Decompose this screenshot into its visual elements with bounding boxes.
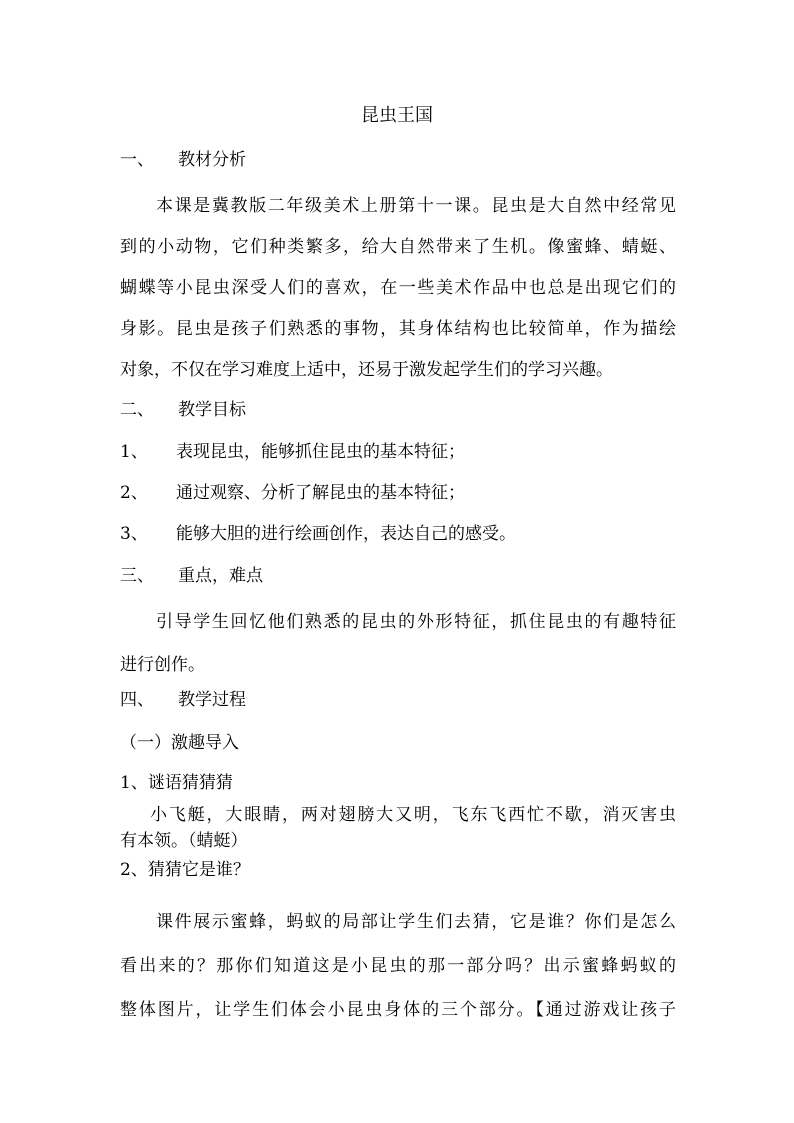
item-text: 通过观察、分析了解昆虫的基本特征； — [176, 483, 465, 503]
section-number: 一、 — [120, 150, 154, 170]
objective-item-2 — [120, 481, 680, 505]
paragraph-textbook-analysis — [120, 186, 676, 391]
section-heading-4 — [120, 688, 680, 712]
section-number: 四、 — [120, 690, 154, 710]
paragraph-riddle — [120, 802, 676, 854]
section-number: 二、 — [120, 400, 154, 420]
paragraph-key-points — [120, 601, 676, 687]
paragraph-line: 课件展示蜜蜂，蚂蚁的局部让学生们去猜，它是谁？你们是怎么 — [156, 912, 676, 932]
paragraph-line: 看出来的？那你们知道这是小昆虫的那一部分吗？出示蜜蜂蚂蚁的 — [120, 956, 676, 976]
item-text: 表现昆虫，能够抓住昆虫的基本特征； — [176, 442, 465, 462]
paragraph-line: 本课是冀教版二年级美术上册第十一课。昆虫是大自然中经常见 — [156, 196, 676, 216]
paragraph-line: 引导学生回忆他们熟悉的昆虫的外形特征，抓住昆虫的有趣特征 — [156, 612, 676, 632]
section-title: 重点，难点 — [178, 566, 263, 586]
subheading-intro: （一）激趣导入 — [120, 733, 239, 753]
subitem-riddle: 1、谜语猜猜猜 — [120, 773, 233, 793]
paragraph-line: 进行创作。 — [120, 655, 205, 675]
paragraph-line: 小飞艇，大眼睛，两对翅膀大又明，飞东飞西忙不歇，消灭害虫 — [150, 805, 676, 825]
section-title: 教学过程 — [178, 690, 246, 710]
paragraph-line: 身影。昆虫是孩子们熟悉的事物，其身体结构也比较简单，作为描绘 — [120, 319, 676, 339]
item-number: 2、 — [120, 483, 148, 503]
paragraph-line: 整体图片，让学生们体会小昆虫身体的三个部分。【通过游戏让孩子 — [120, 1000, 676, 1020]
section-number: 三、 — [120, 566, 154, 586]
objective-item-1 — [120, 440, 680, 464]
objective-item-3 — [120, 522, 680, 546]
paragraph-line: 到的小动物，它们种类繁多，给大自然带来了生机。像蜜蜂、蜻蜓、 — [120, 237, 676, 257]
section-title: 教学目标 — [178, 400, 246, 420]
section-heading-3 — [120, 564, 680, 588]
paragraph-line: 对象，不仅在学习难度上适中，还易于激发起学生们的学习兴趣。 — [120, 360, 613, 380]
section-heading-1 — [120, 148, 680, 172]
page-title: 昆虫王国 — [361, 105, 433, 126]
item-text: 能够大胆的进行绘画创作，表达自己的感受。 — [176, 524, 516, 544]
item-number: 1、 — [120, 442, 148, 462]
paragraph-line: 有本领。（蜻蜓） — [120, 831, 248, 851]
section-heading-2 — [120, 398, 680, 422]
subitem-guess: 2、猜猜它是谁？ — [120, 860, 250, 880]
paragraph-guess — [120, 900, 676, 1032]
item-number: 3、 — [120, 524, 148, 544]
section-title: 教材分析 — [178, 150, 246, 170]
paragraph-line: 蝴蝶等小昆虫深受人们的喜欢，在一些美术作品中也总是出现它们的 — [120, 278, 676, 298]
